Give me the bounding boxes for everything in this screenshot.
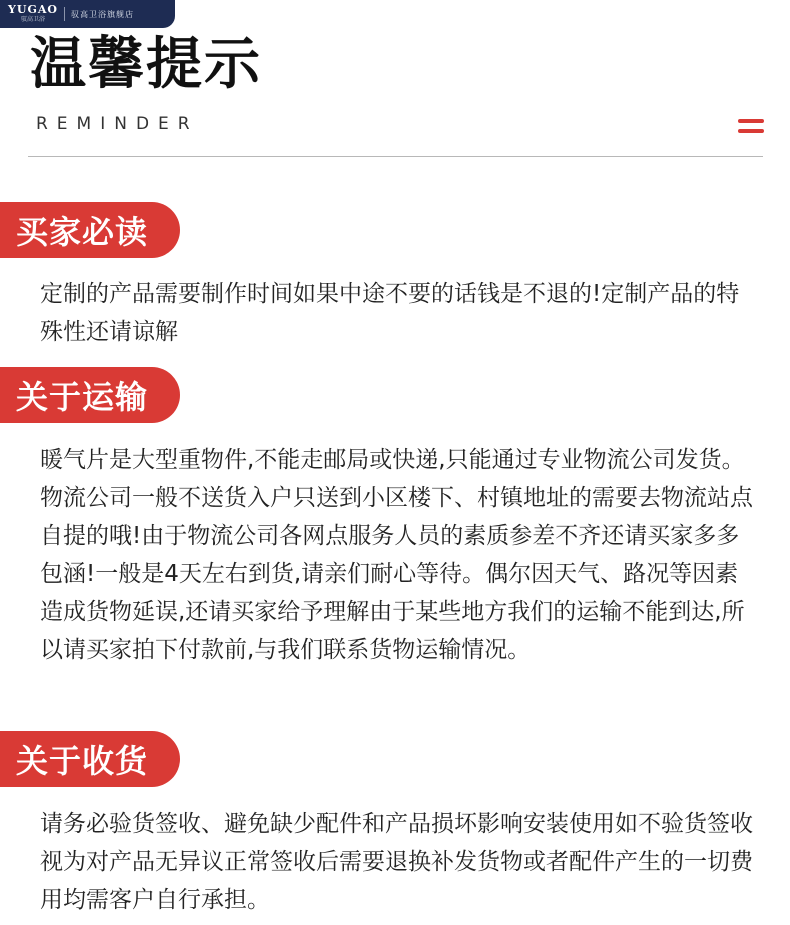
section-tag-buyer-notice: 买家必读 bbox=[0, 202, 180, 258]
page-subtitle: REMINDER bbox=[36, 114, 199, 134]
logo-brand: YUGAO bbox=[8, 3, 58, 16]
logo-mark bbox=[8, 4, 58, 24]
logo-separator bbox=[64, 7, 65, 21]
menu-icon-bar-top bbox=[738, 119, 764, 123]
menu-icon bbox=[738, 119, 764, 137]
section-body-buyer-notice: 定制的产品需要制作时间如果中途不要的话钱是不退的!定制产品的特殊性还请谅解 bbox=[40, 281, 740, 345]
section-tag-shipping: 关于运输 bbox=[0, 367, 180, 423]
store-logo-badge bbox=[0, 0, 175, 28]
logo-brand-cn: 驭高卫浴 bbox=[20, 16, 45, 23]
section-body-shipping: 暖气片是大型重物件,不能走邮局或快递,只能通过专业物流公司发货。物流公司一般不送货入户只送到小区楼下、村镇地址的需要去物流站点自提的哦!由于物流公司各网点服务人员的素质参差不齐还请买家多多包涵!一般是4天左右到货,请亲们耐心等待。偶尔因天气、路况等因素造成货物延误,还请买家给予理解由于某些地方我们的运输不能到达,所以请买家拍下付款前,与我们联系货物运输情况。 bbox=[40, 447, 753, 663]
logo-store-name: 驭高卫浴旗舰店 bbox=[70, 9, 134, 19]
page-title: 温馨提示 bbox=[30, 32, 262, 97]
header-divider bbox=[28, 156, 763, 157]
section-body-receiving: 请务必验货签收、避免缺少配件和产品损坏影响安装使用如不验货签收视为对产品无异议正常签收后需要退换补发货物或者配件产生的一切费用均需客户自行承担。 bbox=[40, 811, 753, 913]
section-tag-receiving: 关于收货 bbox=[0, 731, 180, 787]
menu-icon-bar-bottom bbox=[738, 129, 764, 133]
